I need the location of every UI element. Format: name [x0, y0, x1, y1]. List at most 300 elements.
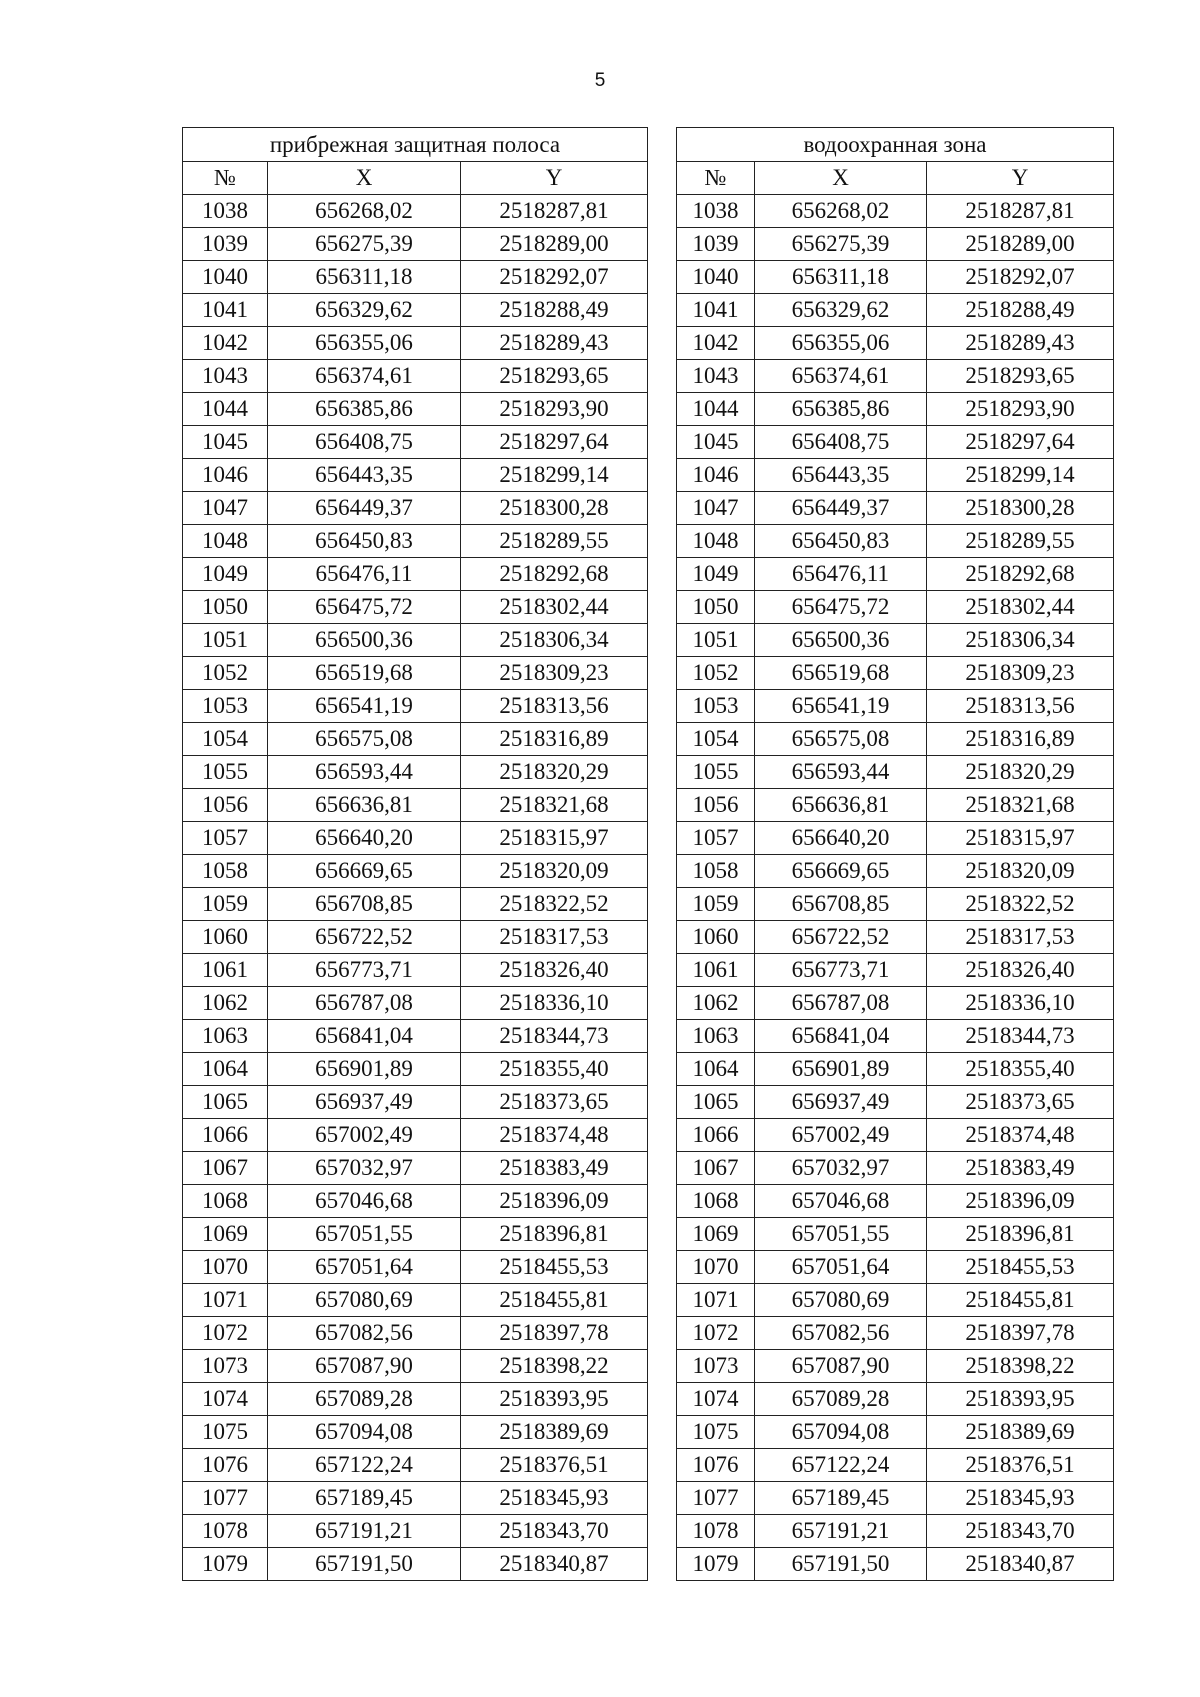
left-point-number-cell: 1046 — [183, 459, 268, 492]
right-x-coordinate-cell: 656408,75 — [755, 426, 927, 459]
right-y-coordinate-cell: 2518287,81 — [927, 195, 1114, 228]
right-point-number-cell: 1068 — [677, 1185, 755, 1218]
right-point-number-cell: 1067 — [677, 1152, 755, 1185]
table-gap — [648, 1548, 677, 1581]
right-point-number-cell: 1040 — [677, 261, 755, 294]
left-y-coordinate-cell: 2518288,49 — [461, 294, 648, 327]
table-row — [183, 393, 1114, 426]
left-x-coordinate-cell: 656385,86 — [268, 393, 461, 426]
left-y-coordinate-cell: 2518321,68 — [461, 789, 648, 822]
table-gap — [648, 492, 677, 525]
right-x-coordinate-cell: 656329,62 — [755, 294, 927, 327]
table-gap — [648, 1350, 677, 1383]
left-x-coordinate-cell: 656773,71 — [268, 954, 461, 987]
right-y-coordinate-cell: 2518289,00 — [927, 228, 1114, 261]
right-x-coordinate-cell: 656443,35 — [755, 459, 927, 492]
left-x-coordinate-cell: 657051,55 — [268, 1218, 461, 1251]
left-point-number-cell: 1072 — [183, 1317, 268, 1350]
table-gap — [648, 657, 677, 690]
left-x-coordinate-cell: 657122,24 — [268, 1449, 461, 1482]
left-point-number-cell: 1040 — [183, 261, 268, 294]
left-y-coordinate-cell: 2518320,29 — [461, 756, 648, 789]
right-y-coordinate-cell: 2518393,95 — [927, 1383, 1114, 1416]
right-point-number-cell: 1050 — [677, 591, 755, 624]
left-point-number-cell: 1052 — [183, 657, 268, 690]
table-gap — [648, 228, 677, 261]
right-y-coordinate-cell: 2518345,93 — [927, 1482, 1114, 1515]
table-gap — [648, 525, 677, 558]
right-x-coordinate-cell: 657046,68 — [755, 1185, 927, 1218]
left-x-coordinate-cell: 657189,45 — [268, 1482, 461, 1515]
left-x-coordinate-cell: 656443,35 — [268, 459, 461, 492]
left-x-coordinate-cell: 656450,83 — [268, 525, 461, 558]
left-point-number-cell: 1063 — [183, 1020, 268, 1053]
right-y-coordinate-cell: 2518320,09 — [927, 855, 1114, 888]
left-x-coordinate-cell: 656476,11 — [268, 558, 461, 591]
table-gap — [648, 888, 677, 921]
table-row — [183, 690, 1114, 723]
left-y-coordinate-cell: 2518374,48 — [461, 1119, 648, 1152]
table-gap — [648, 1482, 677, 1515]
table-gap — [648, 1317, 677, 1350]
right-point-number-cell: 1053 — [677, 690, 755, 723]
left-point-number-cell: 1056 — [183, 789, 268, 822]
table-gap — [648, 822, 677, 855]
left-number-column-header: № — [183, 162, 268, 195]
right-x-coordinate-cell: 657094,08 — [755, 1416, 927, 1449]
left-point-number-cell: 1057 — [183, 822, 268, 855]
left-y-column-header: Y — [461, 162, 648, 195]
left-x-coordinate-cell: 656275,39 — [268, 228, 461, 261]
right-x-coordinate-cell: 656937,49 — [755, 1086, 927, 1119]
right-y-coordinate-cell: 2518373,65 — [927, 1086, 1114, 1119]
table-gap — [648, 195, 677, 228]
left-y-coordinate-cell: 2518383,49 — [461, 1152, 648, 1185]
left-point-number-cell: 1042 — [183, 327, 268, 360]
left-point-number-cell: 1047 — [183, 492, 268, 525]
left-y-coordinate-cell: 2518355,40 — [461, 1053, 648, 1086]
table-row — [183, 459, 1114, 492]
right-y-coordinate-cell: 2518316,89 — [927, 723, 1114, 756]
right-x-coordinate-cell: 656311,18 — [755, 261, 927, 294]
table-gap — [648, 1053, 677, 1086]
table-row — [183, 921, 1114, 954]
table-row — [183, 624, 1114, 657]
left-point-number-cell: 1053 — [183, 690, 268, 723]
left-point-number-cell: 1073 — [183, 1350, 268, 1383]
right-x-coordinate-cell: 656593,44 — [755, 756, 927, 789]
right-y-coordinate-cell: 2518293,65 — [927, 360, 1114, 393]
table-row — [183, 1284, 1114, 1317]
right-point-number-cell: 1041 — [677, 294, 755, 327]
right-x-coordinate-cell: 656669,65 — [755, 855, 927, 888]
left-point-number-cell: 1055 — [183, 756, 268, 789]
table-gap — [648, 128, 677, 162]
right-point-number-cell: 1057 — [677, 822, 755, 855]
right-x-coordinate-cell: 657002,49 — [755, 1119, 927, 1152]
right-point-number-cell: 1071 — [677, 1284, 755, 1317]
right-y-coordinate-cell: 2518396,09 — [927, 1185, 1114, 1218]
right-x-coordinate-cell: 656901,89 — [755, 1053, 927, 1086]
left-x-coordinate-cell: 656519,68 — [268, 657, 461, 690]
table-gap — [648, 954, 677, 987]
left-point-number-cell: 1076 — [183, 1449, 268, 1482]
right-x-coordinate-cell: 657191,50 — [755, 1548, 927, 1581]
table-row — [183, 756, 1114, 789]
left-x-coordinate-cell: 656575,08 — [268, 723, 461, 756]
table-gap — [648, 294, 677, 327]
table-body — [183, 195, 1114, 1581]
table-row — [183, 1515, 1114, 1548]
right-y-column-header: Y — [927, 162, 1114, 195]
table-row — [183, 822, 1114, 855]
right-x-coordinate-cell: 656636,81 — [755, 789, 927, 822]
table-gap — [648, 690, 677, 723]
right-x-coordinate-cell: 656519,68 — [755, 657, 927, 690]
left-y-coordinate-cell: 2518343,70 — [461, 1515, 648, 1548]
left-point-number-cell: 1048 — [183, 525, 268, 558]
table-row — [183, 525, 1114, 558]
right-x-coordinate-cell: 656541,19 — [755, 690, 927, 723]
table-gap — [648, 789, 677, 822]
right-y-coordinate-cell: 2518292,07 — [927, 261, 1114, 294]
left-x-coordinate-cell: 656593,44 — [268, 756, 461, 789]
table-gap — [648, 162, 677, 195]
left-y-coordinate-cell: 2518322,52 — [461, 888, 648, 921]
left-y-coordinate-cell: 2518373,65 — [461, 1086, 648, 1119]
table-row — [183, 1020, 1114, 1053]
right-point-number-cell: 1069 — [677, 1218, 755, 1251]
left-point-number-cell: 1058 — [183, 855, 268, 888]
left-y-coordinate-cell: 2518397,78 — [461, 1317, 648, 1350]
table-gap — [648, 360, 677, 393]
left-y-coordinate-cell: 2518326,40 — [461, 954, 648, 987]
right-y-coordinate-cell: 2518396,81 — [927, 1218, 1114, 1251]
right-point-number-cell: 1076 — [677, 1449, 755, 1482]
table-row — [183, 723, 1114, 756]
right-y-coordinate-cell: 2518376,51 — [927, 1449, 1114, 1482]
table-row — [183, 426, 1114, 459]
left-y-coordinate-cell: 2518293,65 — [461, 360, 648, 393]
left-point-number-cell: 1054 — [183, 723, 268, 756]
left-x-coordinate-cell: 656841,04 — [268, 1020, 461, 1053]
left-point-number-cell: 1061 — [183, 954, 268, 987]
right-point-number-cell: 1059 — [677, 888, 755, 921]
left-y-coordinate-cell: 2518292,07 — [461, 261, 648, 294]
left-point-number-cell: 1064 — [183, 1053, 268, 1086]
left-x-coordinate-cell: 656937,49 — [268, 1086, 461, 1119]
table-row — [183, 789, 1114, 822]
page-number: 5 — [594, 70, 606, 91]
left-point-number-cell: 1050 — [183, 591, 268, 624]
table-row — [183, 888, 1114, 921]
water-protection-zone-header: водоохранная зона — [677, 128, 1114, 162]
left-x-coordinate-cell: 656268,02 — [268, 195, 461, 228]
right-y-coordinate-cell: 2518374,48 — [927, 1119, 1114, 1152]
table-gap — [648, 426, 677, 459]
left-x-coordinate-cell: 656901,89 — [268, 1053, 461, 1086]
table-row — [183, 1218, 1114, 1251]
left-y-coordinate-cell: 2518376,51 — [461, 1449, 648, 1482]
table-row — [183, 558, 1114, 591]
left-y-coordinate-cell: 2518320,09 — [461, 855, 648, 888]
right-y-coordinate-cell: 2518315,97 — [927, 822, 1114, 855]
table-row — [183, 1185, 1114, 1218]
left-x-coordinate-cell: 657191,50 — [268, 1548, 461, 1581]
table-row — [183, 261, 1114, 294]
table-row — [183, 492, 1114, 525]
left-point-number-cell: 1045 — [183, 426, 268, 459]
left-y-coordinate-cell: 2518306,34 — [461, 624, 648, 657]
left-point-number-cell: 1067 — [183, 1152, 268, 1185]
right-y-coordinate-cell: 2518344,73 — [927, 1020, 1114, 1053]
left-point-number-cell: 1078 — [183, 1515, 268, 1548]
left-x-coordinate-cell: 656374,61 — [268, 360, 461, 393]
table-row — [183, 195, 1114, 228]
left-y-coordinate-cell: 2518289,43 — [461, 327, 648, 360]
left-x-coordinate-cell: 656787,08 — [268, 987, 461, 1020]
left-y-coordinate-cell: 2518313,56 — [461, 690, 648, 723]
right-y-coordinate-cell: 2518383,49 — [927, 1152, 1114, 1185]
right-y-coordinate-cell: 2518455,81 — [927, 1284, 1114, 1317]
coastal-protection-strip-header: прибрежная защитная полоса — [183, 128, 648, 162]
left-point-number-cell: 1060 — [183, 921, 268, 954]
right-point-number-cell: 1045 — [677, 426, 755, 459]
right-y-coordinate-cell: 2518289,55 — [927, 525, 1114, 558]
left-x-coordinate-cell: 656541,19 — [268, 690, 461, 723]
left-point-number-cell: 1065 — [183, 1086, 268, 1119]
left-point-number-cell: 1075 — [183, 1416, 268, 1449]
right-y-coordinate-cell: 2518326,40 — [927, 954, 1114, 987]
table-gap — [648, 591, 677, 624]
table-row — [183, 327, 1114, 360]
right-y-coordinate-cell: 2518299,14 — [927, 459, 1114, 492]
left-x-coordinate-cell: 656449,37 — [268, 492, 461, 525]
right-point-number-cell: 1052 — [677, 657, 755, 690]
left-point-number-cell: 1077 — [183, 1482, 268, 1515]
table-gap — [648, 261, 677, 294]
left-y-coordinate-cell: 2518345,93 — [461, 1482, 648, 1515]
right-x-coordinate-cell: 656355,06 — [755, 327, 927, 360]
table-gap — [648, 723, 677, 756]
table-gap — [648, 756, 677, 789]
table-gap — [648, 1152, 677, 1185]
right-point-number-cell: 1063 — [677, 1020, 755, 1053]
left-y-coordinate-cell: 2518398,22 — [461, 1350, 648, 1383]
right-point-number-cell: 1062 — [677, 987, 755, 1020]
right-y-coordinate-cell: 2518300,28 — [927, 492, 1114, 525]
right-x-coordinate-cell: 656475,72 — [755, 591, 927, 624]
table-row — [183, 228, 1114, 261]
left-y-coordinate-cell: 2518309,23 — [461, 657, 648, 690]
left-y-coordinate-cell: 2518455,53 — [461, 1251, 648, 1284]
left-x-coordinate-cell: 656500,36 — [268, 624, 461, 657]
table-gap — [648, 855, 677, 888]
left-y-coordinate-cell: 2518396,09 — [461, 1185, 648, 1218]
right-x-coordinate-cell: 656722,52 — [755, 921, 927, 954]
right-y-coordinate-cell: 2518455,53 — [927, 1251, 1114, 1284]
left-point-number-cell: 1039 — [183, 228, 268, 261]
left-x-coordinate-cell: 657094,08 — [268, 1416, 461, 1449]
right-point-number-cell: 1058 — [677, 855, 755, 888]
right-y-coordinate-cell: 2518306,34 — [927, 624, 1114, 657]
right-y-coordinate-cell: 2518297,64 — [927, 426, 1114, 459]
left-point-number-cell: 1044 — [183, 393, 268, 426]
right-x-coordinate-cell: 656374,61 — [755, 360, 927, 393]
right-x-coordinate-cell: 656708,85 — [755, 888, 927, 921]
coordinates-table — [182, 127, 1114, 1581]
table-gap — [648, 327, 677, 360]
right-x-coordinate-cell: 657191,21 — [755, 1515, 927, 1548]
right-point-number-cell: 1073 — [677, 1350, 755, 1383]
table-row — [183, 1053, 1114, 1086]
left-x-coordinate-cell: 656640,20 — [268, 822, 461, 855]
left-point-number-cell: 1062 — [183, 987, 268, 1020]
right-y-coordinate-cell: 2518398,22 — [927, 1350, 1114, 1383]
left-x-coordinate-cell: 657046,68 — [268, 1185, 461, 1218]
right-x-coordinate-cell: 656385,86 — [755, 393, 927, 426]
left-x-coordinate-cell: 656408,75 — [268, 426, 461, 459]
table-gap — [648, 459, 677, 492]
left-y-coordinate-cell: 2518289,00 — [461, 228, 648, 261]
right-point-number-cell: 1070 — [677, 1251, 755, 1284]
left-x-coordinate-cell: 657082,56 — [268, 1317, 461, 1350]
table-gap — [648, 558, 677, 591]
left-point-number-cell: 1049 — [183, 558, 268, 591]
table-row — [183, 1119, 1114, 1152]
left-point-number-cell: 1059 — [183, 888, 268, 921]
left-point-number-cell: 1068 — [183, 1185, 268, 1218]
left-point-number-cell: 1071 — [183, 1284, 268, 1317]
right-x-coordinate-cell: 656449,37 — [755, 492, 927, 525]
table-row — [183, 1317, 1114, 1350]
right-point-number-cell: 1038 — [677, 195, 755, 228]
table-gap — [648, 1416, 677, 1449]
table-gap — [648, 1284, 677, 1317]
right-x-coordinate-cell: 656476,11 — [755, 558, 927, 591]
table-row — [183, 954, 1114, 987]
table-row — [183, 591, 1114, 624]
right-point-number-cell: 1079 — [677, 1548, 755, 1581]
left-point-number-cell: 1038 — [183, 195, 268, 228]
table-row — [183, 1251, 1114, 1284]
right-point-number-cell: 1065 — [677, 1086, 755, 1119]
left-x-coordinate-cell: 656669,65 — [268, 855, 461, 888]
right-point-number-cell: 1061 — [677, 954, 755, 987]
left-x-coordinate-cell: 657191,21 — [268, 1515, 461, 1548]
left-y-coordinate-cell: 2518302,44 — [461, 591, 648, 624]
right-point-number-cell: 1074 — [677, 1383, 755, 1416]
table-row — [183, 1449, 1114, 1482]
table-gap — [648, 1251, 677, 1284]
left-point-number-cell: 1069 — [183, 1218, 268, 1251]
right-x-coordinate-cell: 657087,90 — [755, 1350, 927, 1383]
right-point-number-cell: 1051 — [677, 624, 755, 657]
table-gap — [648, 393, 677, 426]
right-point-number-cell: 1049 — [677, 558, 755, 591]
table-gap — [648, 1086, 677, 1119]
right-x-coordinate-cell: 656500,36 — [755, 624, 927, 657]
right-point-number-cell: 1077 — [677, 1482, 755, 1515]
right-x-coordinate-cell: 657032,97 — [755, 1152, 927, 1185]
right-x-coordinate-cell: 657080,69 — [755, 1284, 927, 1317]
right-x-coordinate-cell: 657089,28 — [755, 1383, 927, 1416]
left-y-coordinate-cell: 2518455,81 — [461, 1284, 648, 1317]
left-x-coordinate-cell: 657002,49 — [268, 1119, 461, 1152]
right-y-coordinate-cell: 2518340,87 — [927, 1548, 1114, 1581]
left-point-number-cell: 1043 — [183, 360, 268, 393]
right-point-number-cell: 1043 — [677, 360, 755, 393]
right-point-number-cell: 1075 — [677, 1416, 755, 1449]
table-gap — [648, 1383, 677, 1416]
table-row — [183, 657, 1114, 690]
right-y-coordinate-cell: 2518343,70 — [927, 1515, 1114, 1548]
right-y-coordinate-cell: 2518320,29 — [927, 756, 1114, 789]
table-gap — [648, 1119, 677, 1152]
right-point-number-cell: 1048 — [677, 525, 755, 558]
right-x-coordinate-cell: 656575,08 — [755, 723, 927, 756]
right-y-coordinate-cell: 2518336,10 — [927, 987, 1114, 1020]
left-point-number-cell: 1074 — [183, 1383, 268, 1416]
right-point-number-cell: 1046 — [677, 459, 755, 492]
left-y-coordinate-cell: 2518317,53 — [461, 921, 648, 954]
right-x-coordinate-cell: 657051,55 — [755, 1218, 927, 1251]
left-y-coordinate-cell: 2518293,90 — [461, 393, 648, 426]
left-y-coordinate-cell: 2518289,55 — [461, 525, 648, 558]
table-row — [183, 1383, 1114, 1416]
table-row — [183, 1086, 1114, 1119]
left-y-coordinate-cell: 2518340,87 — [461, 1548, 648, 1581]
table-row — [183, 1152, 1114, 1185]
right-y-coordinate-cell: 2518322,52 — [927, 888, 1114, 921]
left-y-coordinate-cell: 2518393,95 — [461, 1383, 648, 1416]
right-x-coordinate-cell: 656841,04 — [755, 1020, 927, 1053]
table-gap — [648, 987, 677, 1020]
table-row — [183, 987, 1114, 1020]
right-point-number-cell: 1055 — [677, 756, 755, 789]
right-y-coordinate-cell: 2518317,53 — [927, 921, 1114, 954]
left-point-number-cell: 1070 — [183, 1251, 268, 1284]
left-y-coordinate-cell: 2518316,89 — [461, 723, 648, 756]
right-number-column-header: № — [677, 162, 755, 195]
right-point-number-cell: 1047 — [677, 492, 755, 525]
left-y-coordinate-cell: 2518292,68 — [461, 558, 648, 591]
left-y-coordinate-cell: 2518336,10 — [461, 987, 648, 1020]
left-x-coordinate-cell: 656329,62 — [268, 294, 461, 327]
table-gap — [648, 1449, 677, 1482]
right-point-number-cell: 1054 — [677, 723, 755, 756]
right-point-number-cell: 1039 — [677, 228, 755, 261]
right-point-number-cell: 1072 — [677, 1317, 755, 1350]
left-x-coordinate-cell: 657080,69 — [268, 1284, 461, 1317]
right-x-coordinate-cell: 657189,45 — [755, 1482, 927, 1515]
right-point-number-cell: 1056 — [677, 789, 755, 822]
left-y-coordinate-cell: 2518389,69 — [461, 1416, 648, 1449]
table-row — [183, 1548, 1114, 1581]
left-point-number-cell: 1051 — [183, 624, 268, 657]
left-y-coordinate-cell: 2518396,81 — [461, 1218, 648, 1251]
table-gap — [648, 624, 677, 657]
table-gap — [648, 1020, 677, 1053]
left-x-coordinate-cell: 657089,28 — [268, 1383, 461, 1416]
right-point-number-cell: 1064 — [677, 1053, 755, 1086]
left-x-coordinate-cell: 656355,06 — [268, 327, 461, 360]
right-y-coordinate-cell: 2518355,40 — [927, 1053, 1114, 1086]
right-x-coordinate-cell: 656787,08 — [755, 987, 927, 1020]
right-y-coordinate-cell: 2518293,90 — [927, 393, 1114, 426]
right-x-coordinate-cell: 656275,39 — [755, 228, 927, 261]
right-point-number-cell: 1042 — [677, 327, 755, 360]
